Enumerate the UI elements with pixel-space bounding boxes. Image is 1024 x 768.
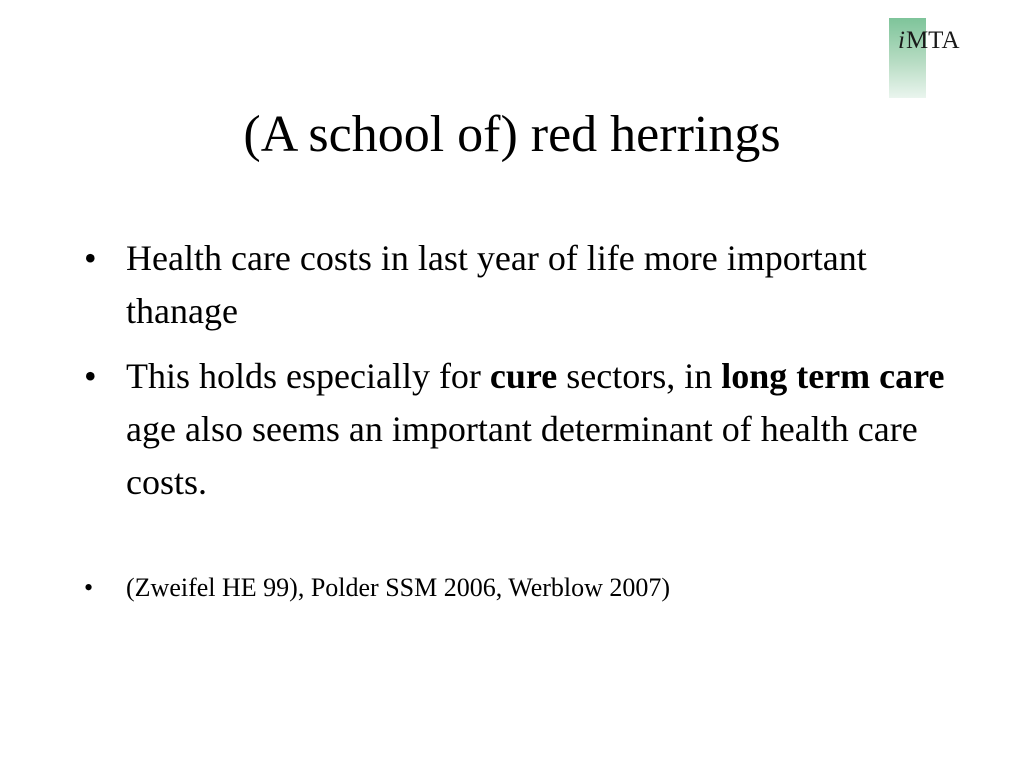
bullet-symbol: • bbox=[84, 238, 97, 278]
bullet-item-2 bbox=[84, 350, 964, 509]
imta-logo bbox=[889, 18, 993, 98]
logo-italic-letter: i bbox=[898, 27, 905, 54]
bullet-list bbox=[84, 232, 964, 617]
reference-text: (Zweifel HE 99), Polder SSM 2006, Werblow 2007) bbox=[126, 573, 671, 602]
logo-letters: MTA bbox=[905, 27, 960, 54]
bullet-text-part: sectors, in bbox=[557, 356, 722, 396]
bold-term-cure: cure bbox=[489, 356, 558, 396]
bullet-item-3-reference bbox=[84, 571, 964, 605]
bullet-symbol: • bbox=[84, 356, 97, 396]
logo-text bbox=[898, 26, 960, 56]
slide-title: (A school of) red herrings bbox=[243, 106, 781, 163]
bullet-text-part: age also seems an important determinant of health care costs. bbox=[126, 409, 918, 502]
bullet-text-part: This holds especially for bbox=[126, 356, 490, 396]
bullet-item-1 bbox=[84, 232, 964, 338]
bold-term-long-term-care: long term care bbox=[721, 356, 945, 396]
bullet-text: Health care costs in last year of life more important thanage bbox=[126, 238, 867, 331]
bullet-symbol: • bbox=[84, 573, 94, 602]
